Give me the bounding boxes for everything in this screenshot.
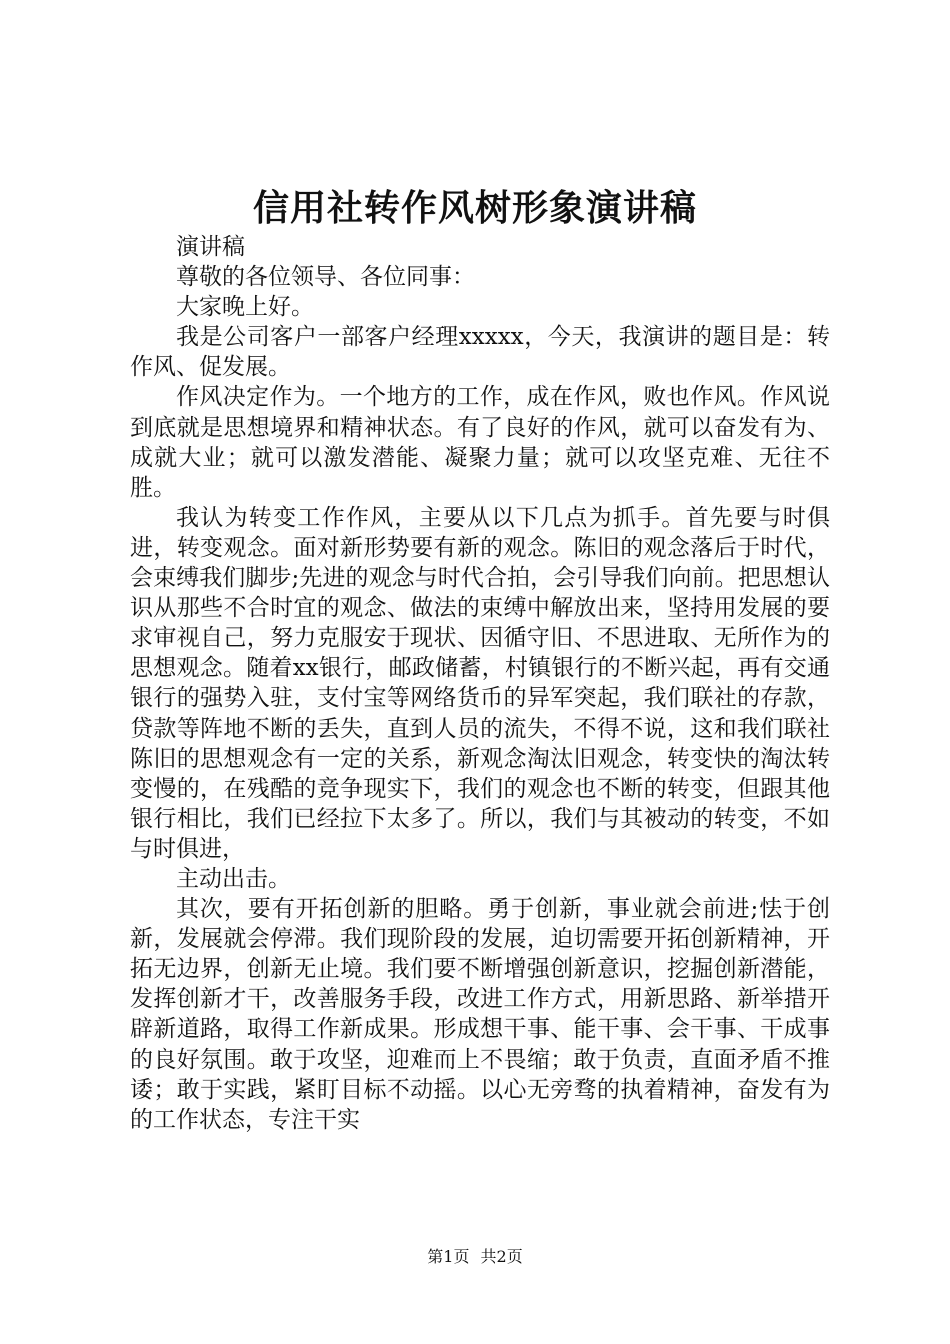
document-title: 信用社转作风树形象演讲稿 xyxy=(252,187,697,229)
page-footer xyxy=(0,1244,950,1267)
paragraph: 我认为转变工作作风，主要从以下几点为抓手。首先要与时俱进，转变观念。面对新形势要有新的观念。陈旧的观念落后于时代，会束缚我们脚步;先进的观念与时代合拍，会引导我们向前。把思想认识从那些不合时宜的观念、做法的束缚中解放出来，坚持用发展的要求审视自己，努力克服安于现状、因循守旧、不思进取、无所作为的思想观念。随着xx银行，邮政储蓄，村镇银行的不断兴起，再有交通银行的强势入驻，支付宝等网络货币的异军突起，我们联社的存款，贷款等阵地不断的丢失，直到人员的流失，不得不说，这和我们联社陈旧的思想观念有一定的关系，新观念淘汰旧观念，转变快的淘汰转变慢的，在残酷的竞争现实下，我们的观念也不断的转变，但跟其他银行相比，我们已经拉下太多了。所以，我们与其被动的转变，不如与时俱进， xyxy=(130,504,830,862)
page-total: 共2页 xyxy=(480,1247,523,1266)
paragraph: 主动出击。 xyxy=(176,865,291,892)
paragraph: 演讲稿 xyxy=(176,234,245,260)
paragraph: 作风决定作为。一个地方的工作，成在作风，败也作风。作风说到底就是思想境界和精神状态。有了良好的作风，就可以奋发有为、成就大业；就可以激发潜能、凝聚力量；就可以攻坚克难、无往不胜。 xyxy=(130,384,830,501)
paragraph: 大家晚上好。 xyxy=(176,294,314,321)
paragraph: 我是公司客户一部客户经理xxxxx，今天，我演讲的题目是：转作风、促发展。 xyxy=(130,324,830,381)
document-body xyxy=(130,232,830,1135)
page-number: 第1页 xyxy=(427,1247,470,1266)
paragraph: 尊敬的各位领导、各位同事： xyxy=(176,264,475,291)
paragraph: 其次，要有开拓创新的胆略。勇于创新，事业就会前进;怯于创新，发展就会停滞。我们现阶段的发展，迫切需要开拓创新精神，开拓无边界，创新无止境。我们要不断增强创新意识，挖掘创新潜能，发挥创新才干，改善服务手段，改进工作方式，用新思路、新举措开辟新道路，取得工作新成果。形成想干事、能干事、会干事、干成事的良好氛围。敢于攻坚，迎难而上不畏缩；敢于负责，直面矛盾不推诿；敢于实践，紧盯目标不动摇。以心无旁骛的执着精神，奋发有为的工作状态，专注干实 xyxy=(130,896,830,1133)
